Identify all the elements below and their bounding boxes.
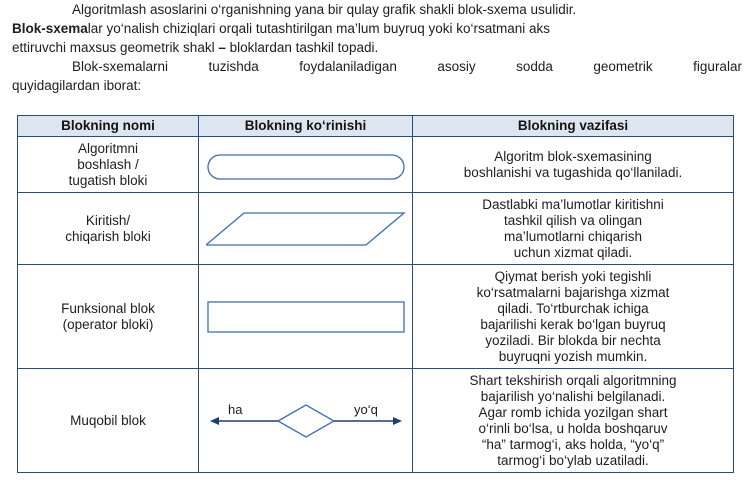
intro-word: asosiy [437,59,476,74]
intro-text: quyidagilardan iborat: [12,78,142,93]
desc-line: Qiymat berish yoki tegishli [494,268,652,284]
header-block-name: Blokning nomi [18,116,199,137]
intro-paragraph [12,0,742,95]
name-line: Funksional blok [61,300,155,316]
row-name-cell [18,137,199,193]
intro-line-4 [12,57,742,76]
desc-line: Algoritm blok-sxemasining [494,148,652,164]
table-row [18,265,734,369]
desc-line: tarmog‘i bo‘ylab uzatiladi. [497,452,649,468]
right-arrow-icon [393,417,402,425]
row-name-cell [18,369,199,473]
left-arrow-icon [210,417,219,425]
intro-word: tuzishda [208,59,259,74]
intro-text: Algoritmlash asoslarini o‘rganishning yana bir qulay grafik shakli blok-sxema usulidir. [72,2,577,17]
desc-line: boshlanishi va tugashida qo‘llaniladi. [463,164,683,180]
row-shape-cell [199,369,413,473]
desc-line: yoziladi. Bir blokda bir nechta [485,332,661,348]
term-blok-sxema: Blok-sxema [12,21,88,36]
row-name-cell [18,193,199,265]
name-line: Algoritmni [77,140,139,156]
table-header-row [18,116,734,137]
table-row [18,369,734,473]
desc-line: tashkil qilish va olingan [503,212,643,228]
desc-line: Agar romb ichida yozilgan shart [478,404,668,420]
desc-line: qiladi. To‘rtburchak ichiga [497,300,649,316]
intro-line-3 [12,38,742,57]
desc-line: uchun xizmat qiladi. [513,244,633,260]
row-desc-cell [413,137,734,193]
row-desc-cell [413,265,734,369]
desc-line: o‘rinli bo‘lsa, u holda boshqaruv [478,420,668,436]
intro-line-1 [12,0,742,19]
rectangle-shape [206,297,406,337]
desc-line: Dastlabki ma’lumotlar kiritishni [482,196,664,212]
desc-line: Shart tekshirish orqali algoritmning [469,372,677,388]
desc-line: “ha” tarmog‘i, aks holda, “yo‘q” [481,436,665,452]
name-line: chiqarish bloki [65,228,151,244]
intro-text: bloklardan tashkil topadi. [229,40,379,55]
table-row [18,193,734,265]
dash: – [218,40,226,55]
row-shape-cell [199,193,413,265]
intro-line-2 [12,19,742,38]
intro-text: ettiruvchi maxsus geometrik shakl [12,40,215,55]
name-line: boshlash / [77,156,139,172]
desc-line: buyruqni yozish mumkin. [498,348,648,364]
intro-word: Blok-sxemalarni [72,59,169,74]
name-line: Kiritish/ [85,212,131,228]
row-shape-cell [199,265,413,369]
name-line: tugatish bloki [68,172,148,188]
header-block-purpose: Blokning vazifasi [413,116,734,137]
desc-line: bajarilish yo‘nalishi belgilanadi. [480,388,666,404]
name-line: (operator bloki) [62,316,154,332]
yes-label: ha [227,401,242,417]
terminator-shape [206,145,406,185]
intro-line-5 [12,76,742,95]
name-line: Muqobil blok [70,412,146,428]
intro-word: foydalaniladigan [299,59,397,74]
row-name-cell [18,265,199,369]
desc-line: ko‘rsatmalarni bajarishga xizmat [476,284,670,300]
intro-text: lar yo‘nalish chiziqlari orqali tutashtirilgan ma’lum buyruq yoki ko‘rsatmani aks [87,21,550,36]
no-label: yo‘q [353,401,378,417]
row-shape-cell [199,137,413,193]
row-desc-cell [413,193,734,265]
intro-word: sodda [516,59,553,74]
parallelogram-shape [206,209,406,249]
table-row [18,137,734,193]
desc-line: bajarilishi kerak bo‘lgan buyruq [480,316,666,332]
intro-word: geometrik [593,59,653,74]
desc-line: ma’lumotlarni chiqarish [503,228,643,244]
diamond [278,405,334,437]
row-desc-cell [413,369,734,473]
header-block-shape: Blokning ko‘rinishi [199,116,413,137]
decision-diamond-shape [206,393,406,449]
intro-word: figuralar [693,59,742,74]
blocks-table [17,115,734,473]
